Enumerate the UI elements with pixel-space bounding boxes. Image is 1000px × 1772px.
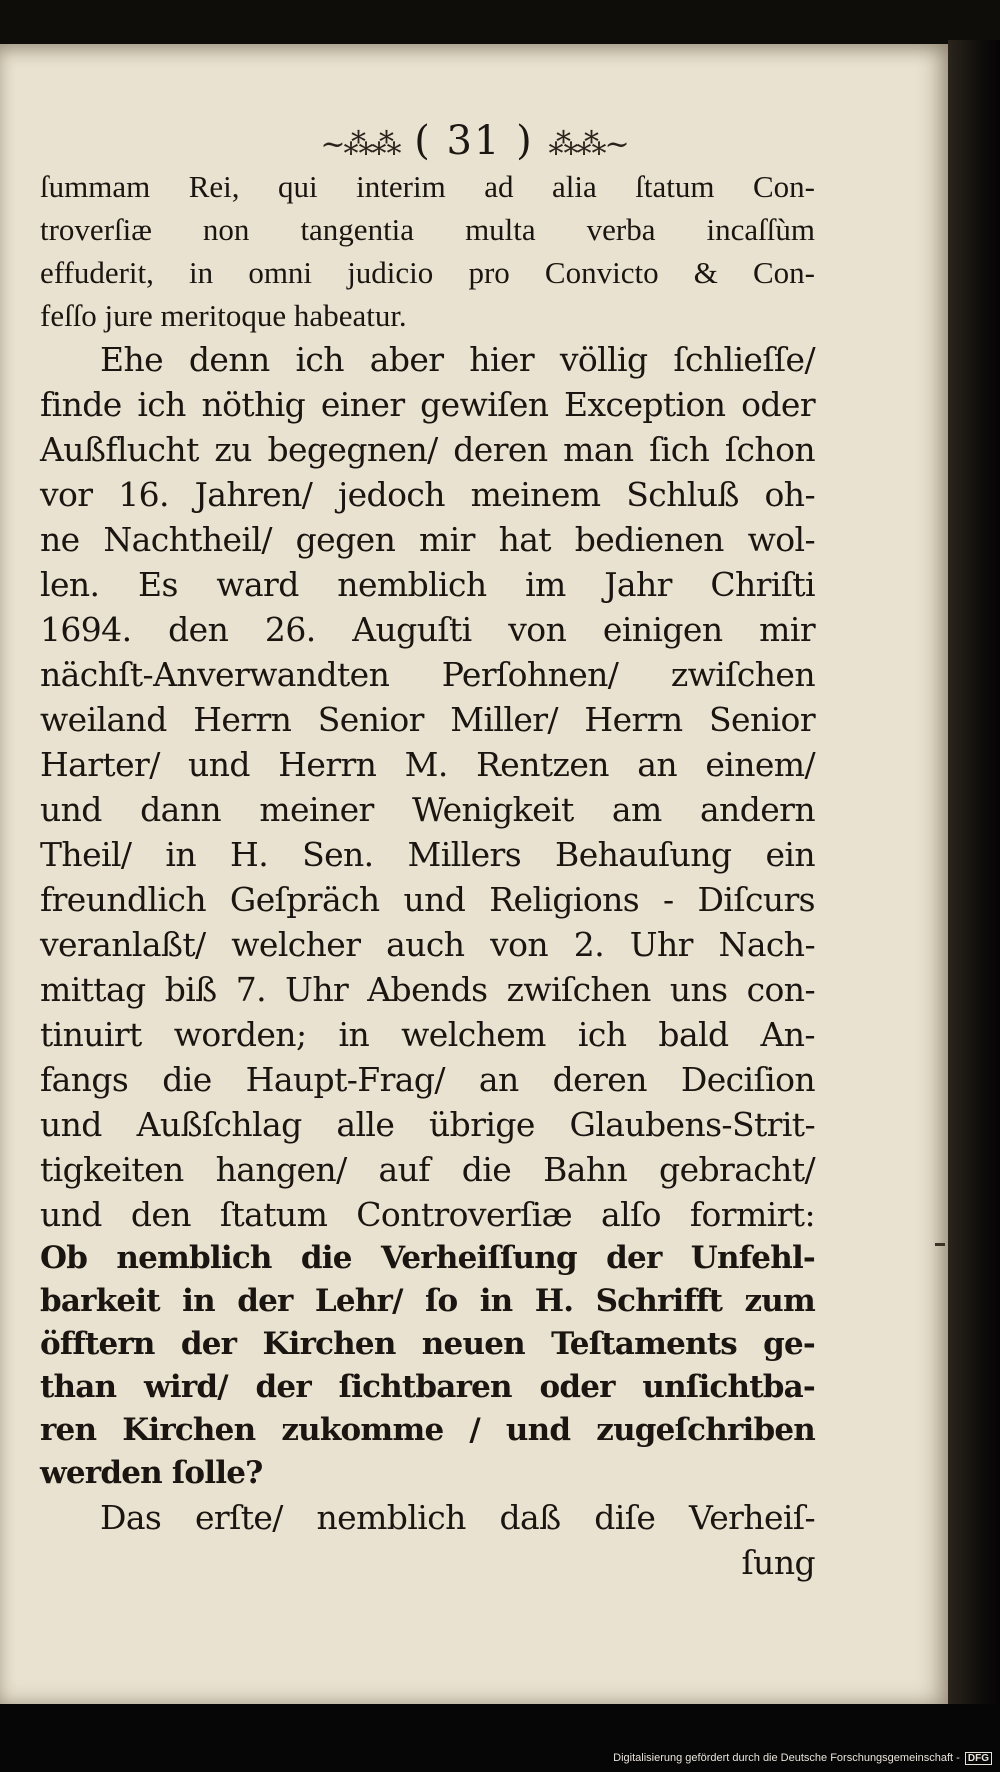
- text-line: ne Nachtheil/ gegen mir hat bedienen wol-: [40, 520, 815, 559]
- text-line: fangs die Haupt-Frag/ an deren Deciſion: [40, 1060, 815, 1099]
- text-line: und den ſtatum Controverſiæ alſo formirt:: [40, 1195, 815, 1234]
- text-line: nächſt-Anverwandten Perſohnen/ zwiſchen: [40, 655, 815, 694]
- text-line: Außflucht zu begegnen/ deren man ſich ſchon: [40, 430, 815, 469]
- text-line: barkeit in der Lehr/ ſo in H. Schrifft zum: [40, 1283, 815, 1319]
- text-line: than wird/ der ſichtbaren oder unſichtba-: [40, 1369, 815, 1405]
- text-line: Das erſte/ nemblich daß diſe Verheiſ-: [100, 1498, 815, 1537]
- text-line: vor 16. Jahren/ jedoch meinem Schluß oh-: [40, 475, 815, 514]
- text-line: ſummam Rei, qui interim ad alia ſtatum Con-: [40, 169, 815, 204]
- text-line: freundlich Geſpräch und Religions - Diſcurs: [40, 880, 815, 919]
- text-line: Ob nemblich die Verheiſſung der Unfehl-: [40, 1240, 815, 1276]
- left-ornament: ~⁂⁂: [320, 127, 400, 162]
- body-text: [40, 165, 815, 1585]
- right-ornament: ⁂⁂~: [548, 127, 628, 162]
- dfg-logo: DFG: [965, 1752, 992, 1765]
- text-line: ren Kirchen zukomme / und zugeſchriben: [40, 1412, 815, 1448]
- text-line: tigkeiten hangen/ auf die Bahn gebracht/: [40, 1150, 815, 1189]
- text-line: veranlaßt/ welcher auch von 2. Uhr Nach-: [40, 925, 815, 964]
- book-spine: [948, 40, 1000, 1720]
- text-line: öfftern der Kirchen neuen Teſtaments ge-: [40, 1326, 815, 1362]
- text-line: werden ſolle?: [40, 1455, 263, 1491]
- text-line: weiland Herrn Senior Miller/ Herrn Senior: [40, 700, 815, 739]
- page-number: ( 31 ): [414, 118, 534, 164]
- page-edge-mark: [935, 1243, 945, 1246]
- text-line: Ehe denn ich aber hier völlig ſchlieſſe/: [100, 340, 815, 379]
- text-line: und dann meiner Wenigkeit am andern: [40, 790, 815, 829]
- text-line: und Außſchlag alle übrige Glaubens-Strit-: [40, 1105, 815, 1144]
- text-line: mittag biß 7. Uhr Abends zwiſchen uns con-: [40, 970, 815, 1009]
- text-line: len. Es ward nemblich im Jahr Chriſti: [40, 565, 815, 604]
- text-line: Harter/ und Herrn M. Rentzen an einem/: [40, 745, 815, 784]
- page-header: [0, 118, 948, 164]
- text-line: effuderit, in omni judicio pro Convicto & Con-: [40, 255, 815, 290]
- digitization-credit: [613, 1752, 992, 1765]
- text-line: ſung: [741, 1543, 815, 1582]
- credit-text: Digitalisierung gefördert durch die Deutsche Forschungsgemeinschaft -: [613, 1752, 960, 1764]
- text-line: finde ich nöthig einer gewiſen Exception oder: [40, 385, 815, 424]
- text-line: troverſiæ non tangentia multa verba incaſſùm: [40, 212, 815, 247]
- text-line: feſſo jure meritoque habeatur.: [40, 298, 407, 333]
- text-line: tinuirt worden; in welchem ich bald An-: [40, 1015, 815, 1054]
- text-line: Theil/ in H. Sen. Millers Behauſung ein: [40, 835, 815, 874]
- text-line: 1694. den 26. Auguſti von einigen mir: [40, 610, 815, 649]
